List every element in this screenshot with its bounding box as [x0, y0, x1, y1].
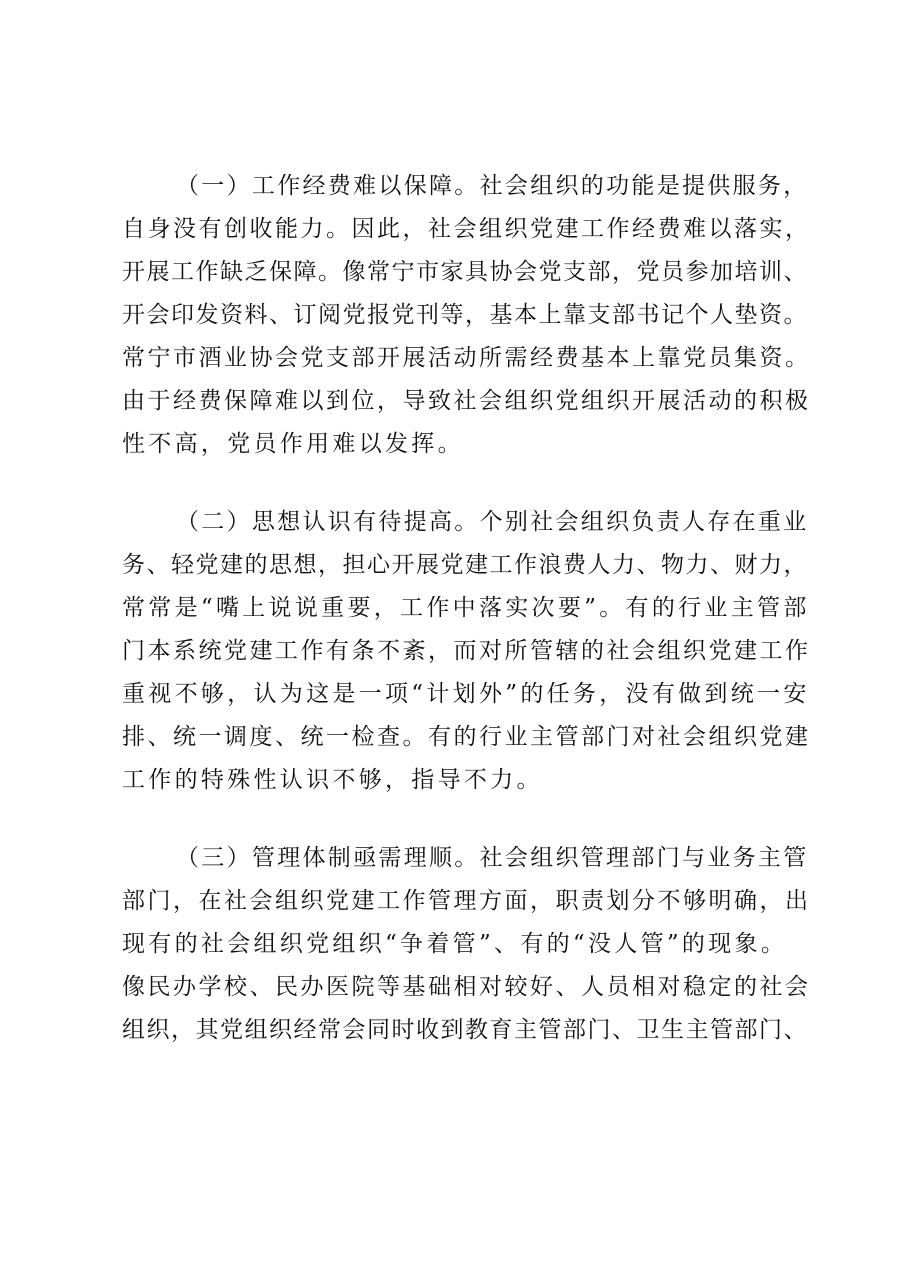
paragraph-1-line-1: （一）工作经费难以保障。社会组织的功能是提供服务， — [176, 173, 809, 199]
paragraph-1-line-6: 由于经费保障难以到位，导致社会组织党组织开展活动的积极 — [122, 388, 811, 414]
paragraph-3-line-1: （三）管理体制亟需理顺。社会组织管理部门与业务主管 — [176, 845, 809, 871]
paragraph-2-line-5: 重视不够，认为这是一项“计划外”的任务，没有做到统一安 — [122, 681, 810, 707]
paragraph-1-line-4: 开会印发资料、订阅党报党刊等，基本上靠支部书记个人垫资。 — [122, 302, 808, 328]
paragraph-2-line-4: 门本系统党建工作有条不紊，而对所管辖的社会组织党建工作 — [122, 638, 811, 664]
paragraph-1-line-2: 自身没有创收能力。因此，社会组织党建工作经费难以落实， — [122, 216, 811, 242]
paragraph-2-line-2: 务、轻党建的思想，担心开展党建工作浪费人力、物力、财力， — [122, 552, 808, 578]
paragraph-1-line-3: 开展工作缺乏保障。像常宁市家具协会党支部，党员参加培训、 — [122, 259, 808, 285]
paragraph-2-line-6: 排、统一调度、统一检查。有的行业主管部门对社会组织党建 — [122, 724, 811, 750]
paragraph-2-line-7: 工作的特殊性认识不够，指导不力。 — [122, 767, 543, 793]
paragraph-2-line-1: （二）思想认识有待提高。个别社会组织负责人存在重业 — [176, 509, 809, 535]
paragraph-1-line-7: 性不高，党员作用难以发挥。 — [122, 431, 464, 457]
paragraph-1-line-5: 常宁市酒业协会党支部开展活动所需经费基本上靠党员集资。 — [122, 345, 811, 371]
paragraph-3-line-4: 像民办学校、民办医院等基础相对较好、人员相对稳定的社会 — [122, 974, 811, 1000]
paragraph-2-line-3: 常常是“嘴上说说重要，工作中落实次要”。有的行业主管部 — [122, 595, 810, 621]
paragraph-3-line-5: 组织，其党组织经常会同时收到教育主管部门、卫生主管部门、 — [122, 1017, 808, 1043]
paragraph-3-line-3: 现有的社会组织党组织“争着管”、有的“没人管”的现象。 — [122, 931, 788, 957]
paragraph-3-line-2: 部门，在社会组织党建工作管理方面，职责划分不够明确，出 — [122, 888, 811, 914]
